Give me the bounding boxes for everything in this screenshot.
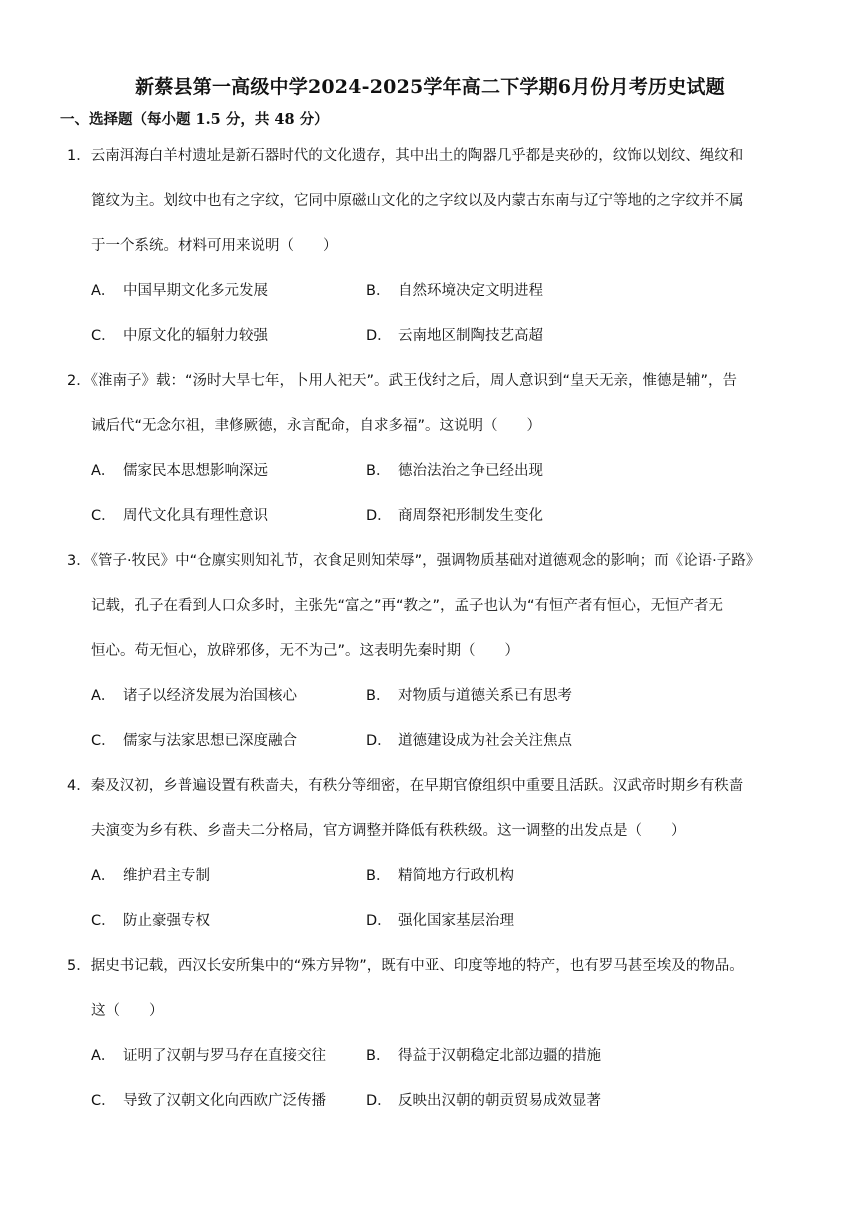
- option-letter: B．: [366, 868, 391, 884]
- option-text: 诸子以经济发展为治国核心: [123, 688, 297, 704]
- option-b[interactable]: [366, 684, 572, 705]
- question-stem-line: 诫后代“无念尔祖，聿修厥德，永言配命，自求多福”。这说明（ ）: [91, 418, 542, 434]
- question-stem-line: 记载，孔子在看到人口众多时，主张先“富之”再“教之”，孟子也认为“有恒产者有恒心，无恒产者无: [91, 598, 724, 614]
- option-letter: B．: [366, 1048, 391, 1064]
- option-d[interactable]: [366, 504, 543, 525]
- option-letter: D．: [366, 328, 392, 344]
- option-letter: D．: [366, 1093, 392, 1109]
- question-stem-line: 2．《淮南子》载：“汤时大旱七年，卜用人祀天”。武王伐纣之后，周人意识到“皇天无亲，惟德是辅”，告: [67, 373, 738, 389]
- option-c[interactable]: [91, 909, 210, 930]
- question-stem-line: 这（ ）: [91, 1003, 164, 1019]
- option-c[interactable]: [91, 1089, 326, 1110]
- question-stem-line: 篦纹为主。划纹中也有之字纹，它同中原磁山文化的之字纹以及内蒙古东南与辽宁等地的之字纹并不属: [91, 193, 744, 209]
- option-d[interactable]: [366, 729, 572, 750]
- option-d[interactable]: [366, 909, 514, 930]
- option-text: 商周祭祀形制发生变化: [398, 508, 543, 524]
- option-b[interactable]: [366, 864, 514, 885]
- option-letter: C．: [91, 733, 116, 749]
- option-text: 中国早期文化多元发展: [123, 283, 268, 299]
- option-a[interactable]: [91, 864, 210, 885]
- question-stem-line: 1．云南洱海白羊村遗址是新石器时代的文化遗存，其中出土的陶器几乎都是夹砂的，纹饰以划纹、绳纹和: [67, 148, 744, 164]
- question-stem-line: 恒心。苟无恒心，放辟邪侈，无不为己”。这表明先秦时期（ ）: [91, 643, 520, 659]
- option-a[interactable]: [91, 279, 268, 300]
- question-stem-line: 5．据史书记载，西汉长安所集中的“殊方异物”，既有中亚、印度等地的特产，也有罗马甚至埃及的物品。: [67, 958, 744, 974]
- option-text: 自然环境决定文明进程: [398, 283, 543, 299]
- option-letter: D．: [366, 913, 392, 929]
- option-d[interactable]: [366, 324, 543, 345]
- option-text: 儒家与法家思想已深度融合: [123, 733, 297, 749]
- option-text: 维护君主专制: [123, 868, 210, 884]
- option-letter: D．: [366, 733, 392, 749]
- option-c[interactable]: [91, 504, 268, 525]
- option-text: 得益于汉朝稳定北部边疆的措施: [398, 1048, 601, 1064]
- option-text: 对物质与道德关系已有思考: [398, 688, 572, 704]
- option-b[interactable]: [366, 279, 543, 300]
- option-letter: A．: [91, 1048, 116, 1064]
- option-text: 防止豪强专权: [123, 913, 210, 929]
- option-letter: C．: [91, 328, 116, 344]
- section-heading: 一、选择题（每小题 1.5 分，共 48 分）: [60, 111, 329, 128]
- option-a[interactable]: [91, 459, 268, 480]
- option-letter: B．: [366, 463, 391, 479]
- option-text: 中原文化的辐射力较强: [123, 328, 268, 344]
- option-letter: A．: [91, 868, 116, 884]
- option-letter: A．: [91, 283, 116, 299]
- option-letter: C．: [91, 508, 116, 524]
- option-text: 证明了汉朝与罗马存在直接交往: [123, 1048, 326, 1064]
- option-b[interactable]: [366, 459, 543, 480]
- option-letter: C．: [91, 913, 116, 929]
- option-text: 道德建设成为社会关注焦点: [398, 733, 572, 749]
- option-c[interactable]: [91, 324, 268, 345]
- question-stem-line: 3．《管子·牧民》中“仓廪实则知礼节，衣食足则知荣辱”，强调物质基础对道德观念的影响；而《论语·子路》: [67, 553, 761, 569]
- option-text: 导致了汉朝文化向西欧广泛传播: [123, 1093, 326, 1109]
- option-text: 精简地方行政机构: [398, 868, 514, 884]
- option-letter: B．: [366, 283, 391, 299]
- question-stem-line: 4．秦及汉初，乡普遍设置有秩啬夫，有秩分等细密，在早期官僚组织中重要且活跃。汉武帝时期乡有秩啬: [67, 778, 744, 794]
- option-d[interactable]: [366, 1089, 601, 1110]
- option-a[interactable]: [91, 684, 297, 705]
- option-letter: C．: [91, 1093, 116, 1109]
- option-letter: A．: [91, 463, 116, 479]
- option-letter: A．: [91, 688, 116, 704]
- question-stem-line: 夫演变为乡有秩、乡啬夫二分格局，官方调整并降低有秩秩级。这一调整的出发点是（ ）: [91, 823, 686, 839]
- option-letter: D．: [366, 508, 392, 524]
- question-stem-line: 于一个系统。材料可用来说明（ ）: [91, 238, 338, 254]
- option-c[interactable]: [91, 729, 297, 750]
- option-text: 周代文化具有理性意识: [123, 508, 268, 524]
- option-text: 反映出汉朝的朝贡贸易成效显著: [398, 1093, 601, 1109]
- option-text: 强化国家基层治理: [398, 913, 514, 929]
- option-text: 儒家民本思想影响深远: [123, 463, 268, 479]
- option-letter: B．: [366, 688, 391, 704]
- option-text: 德治法治之争已经出现: [398, 463, 543, 479]
- option-b[interactable]: [366, 1044, 601, 1065]
- option-a[interactable]: [91, 1044, 326, 1065]
- option-text: 云南地区制陶技艺高超: [398, 328, 543, 344]
- page-title: 新蔡县第一高级中学2024-2025学年高二下学期6月份月考历史试题: [135, 76, 725, 98]
